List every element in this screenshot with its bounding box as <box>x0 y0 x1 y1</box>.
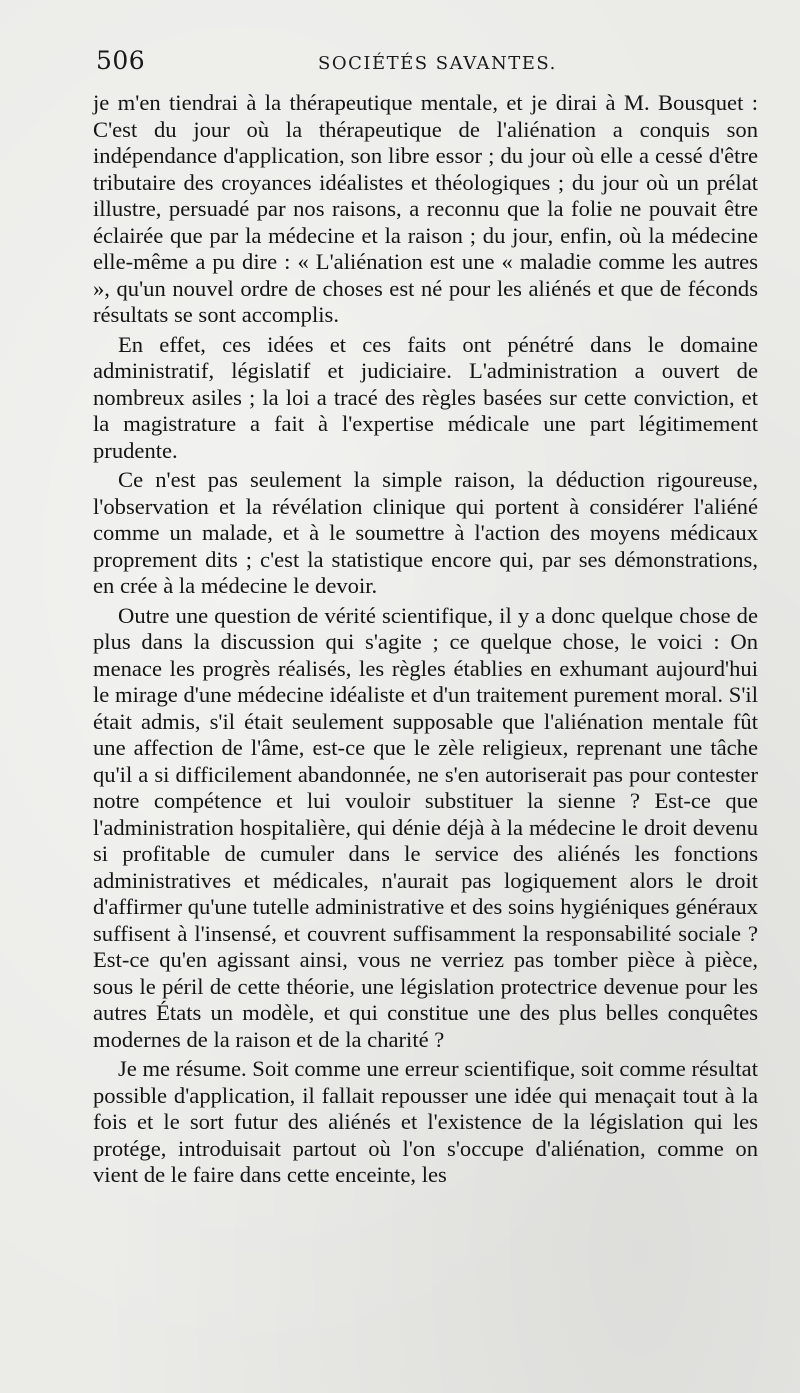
paragraph: Outre une question de vérité scientifique, il y a donc quelque chose de plus dans la discussion qui s'agite ; ce quelque chose, le voici : On menace les progrès réalisés, les règles établies en exhumant aujourd'hui le mirage d'une médecine idéaliste et d'un traitement purement moral. S'il était admis, s'il était seulement supposable que l'aliénation mentale fût une affection de l'âme, est-ce que le zèle religieux, reprenant une tâche qu'il a si difficilement abandonnée, ne s'en autoriserait pas pour contester notre compétence et lui vouloir substituer la sienne ? Est-ce que l'administration hospitalière, qui dénie déjà à la médecine le droit devenu si profitable de cumuler dans le service des aliénés les fonctions administratives et médicales, n'aurait pas logiquement alors le droit d'affirmer qu'une tutelle administrative et des soins hygiéniques généraux suffisent à l'insensé, et couvrent suffisamment la responsabilité sociale ? Est-ce qu'en agissant ainsi, vous ne verriez pas tomber pièce à pièce, sous le péril de cette théorie, une législation protectrice devenue pour les autres États un modèle, et qui constitue une des plus belles conquêtes modernes de la raison et de la charité ? <box>93 602 758 1052</box>
page-header <box>96 46 760 82</box>
page-number: 506 <box>96 46 146 75</box>
paragraph: Ce n'est pas seulement la simple raison, la déduction rigoureuse, l'observation et la révélation clinique qui portent à considérer l'aliéné comme un malade, et à le soumettre à l'action des moyens médicaux proprement dits ; c'est la statistique encore qui, par ses démonstrations, en crée à la médecine le devoir. <box>93 467 758 598</box>
running-head: SOCIÉTÉS SAVANTES. <box>318 53 557 74</box>
paragraph: Je me résume. Soit comme une erreur scientifique, soit comme résultat possible d'application, il fallait repousser une idée qui menaçait tout à la fois et le sort futur des aliénés et l'existence de la législation qui les protége, introduisait partout où l'on s'occupe d'aliénation, comme on vient de le faire dans cette enceinte, les <box>93 1056 758 1187</box>
paragraph: je m'en tiendrai à la thérapeutique mentale, et je dirai à M. Bousquet : C'est du jour où la thérapeutique de l'aliénation a conquis son indépendance d'application, son libre essor ; du jour où elle a cessé d'être tributaire des croyances idéalistes et théologiques ; du jour où un prélat illustre, persuadé par nos raisons, a reconnu que la folie ne pouvait être éclairée que par la médecine et la raison ; du jour, enfin, où la médecine elle-même a pu dire : « L'aliénation est une « maladie comme les autres », qu'un nouvel ordre de choses est né pour les aliénés et que de féconds résultats se sont accomplis. <box>93 90 758 327</box>
body-text <box>93 90 758 1192</box>
paragraph: En effet, ces idées et ces faits ont pénétré dans le domaine administratif, législatif et judiciaire. L'administration a ouvert de nombreux asiles ; la loi a tracé des règles basées sur cette conviction, et la magistrature a fait à l'expertise médicale une part légitimement prudente. <box>93 331 758 463</box>
